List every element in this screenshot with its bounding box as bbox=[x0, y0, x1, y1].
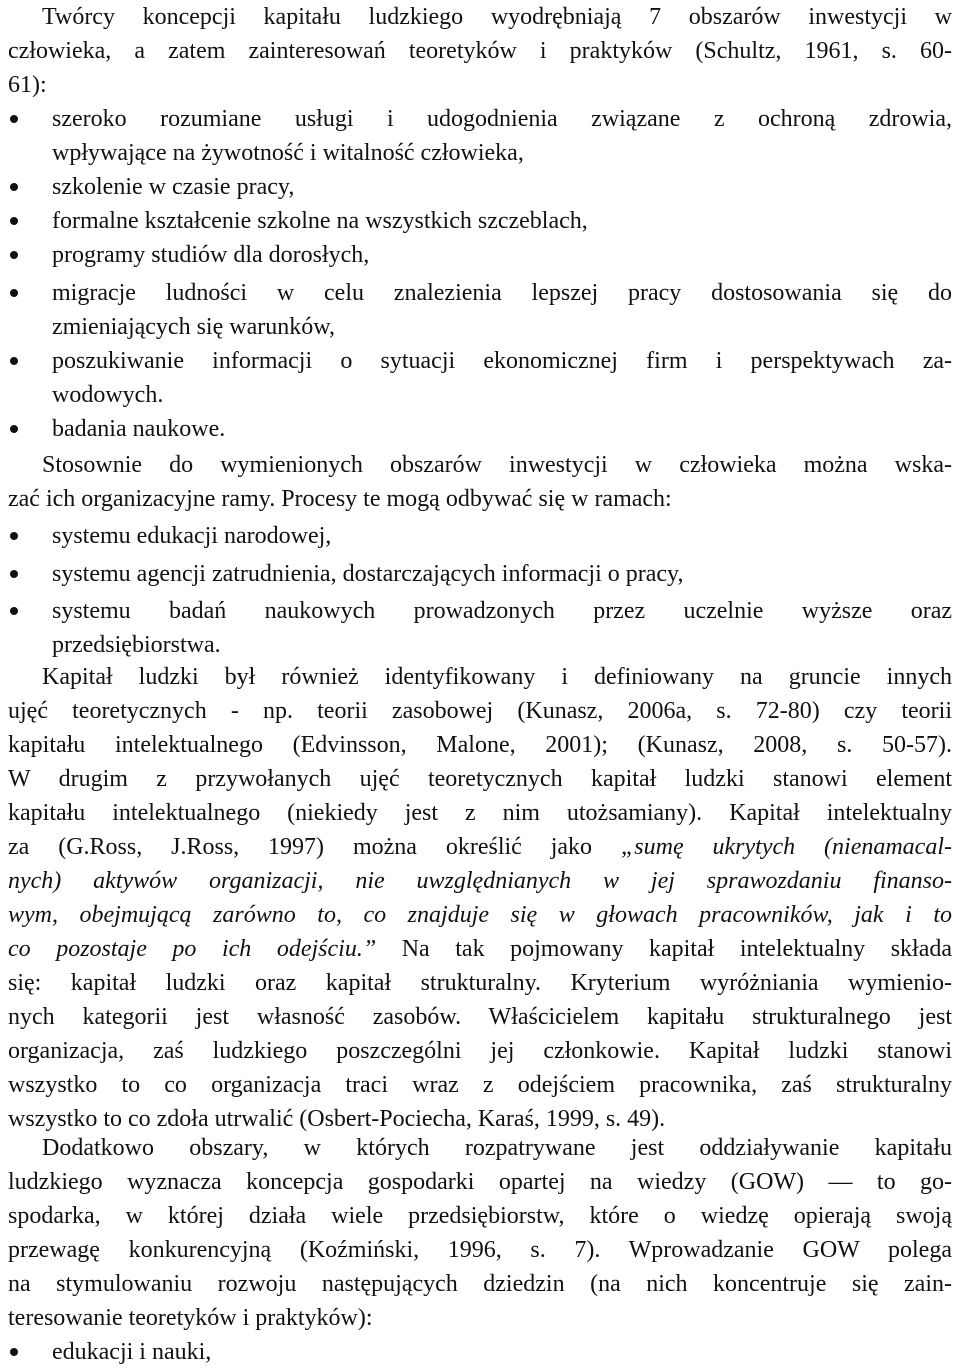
paragraph-line: przewagę konkurencyjną (Koźmiński, 1996, s. 7). Wprowadzanie GOW polega bbox=[8, 1237, 952, 1263]
paragraph-line: Stosownie do wymienionych obszarów inwestycji w człowieka można wska- bbox=[42, 452, 952, 478]
bullet-icon bbox=[10, 357, 18, 365]
list-item: systemu edukacji narodowej, bbox=[52, 523, 332, 549]
list-item-continuation: wodowych. bbox=[52, 382, 164, 408]
list-item: badania naukowe. bbox=[52, 416, 226, 442]
list-item: edukacji i nauki, bbox=[52, 1339, 212, 1365]
bullet-icon bbox=[10, 532, 18, 540]
bullet-icon bbox=[10, 183, 18, 191]
paragraph-line: Dodatkowo obszary, w których rozpatrywane jest oddziaływanie kapitału bbox=[42, 1135, 952, 1161]
paragraph-line: wszystko to co organizacja traci wraz z odejściem pracownika, zaś strukturalny bbox=[8, 1072, 952, 1098]
quote-line: wym, obejmującą zarówno to, co znajduje się w głowach pracowników, jak i to bbox=[8, 902, 952, 928]
bullet-icon bbox=[10, 607, 18, 615]
list-item: systemu badań naukowych prowadzonych przez uczelnie wyższe oraz bbox=[52, 598, 952, 624]
quote-text: co pozostaje po ich odejściu.” bbox=[8, 936, 377, 962]
paragraph-text: Na tak pojmowany kapitał intelektualny składa bbox=[376, 936, 952, 962]
paragraph-line: nych kategorii jest własność zasobów. Właścicielem kapitału strukturalnego jest bbox=[8, 1004, 952, 1030]
paragraph-line: ujęć teoretycznych - np. teorii zasobowej (Kunasz, 2006a, s. 72-80) czy teorii bbox=[8, 698, 952, 724]
list-item: szkolenie w czasie pracy, bbox=[52, 174, 295, 200]
paragraph-line bbox=[8, 830, 952, 864]
bullet-icon bbox=[10, 289, 18, 297]
list-item-continuation: przedsiębiorstwa. bbox=[52, 632, 221, 658]
bullet-icon bbox=[10, 217, 18, 225]
quote-line: nych) aktywów organizacji, nie uwzględnianych w jej sprawozdaniu finanso- bbox=[8, 868, 952, 894]
list-item: szeroko rozumiane usługi i udogodnienia związane z ochroną zdrowia, bbox=[52, 106, 952, 132]
paragraph-line: na stymulowaniu rozwoju następujących dziedzin (na nich koncentruje się zain- bbox=[8, 1271, 952, 1297]
paragraph-line bbox=[8, 932, 952, 966]
list-item: migracje ludności w celu znalezienia lepszej pracy dostosowania się do bbox=[52, 280, 952, 306]
list-item: programy studiów dla dorosłych, bbox=[52, 242, 370, 268]
bullet-icon bbox=[10, 251, 18, 259]
paragraph-line: spodarka, w której działa wiele przedsiębiorstw, które o wiedzę opierają swoją bbox=[8, 1203, 952, 1229]
bullet-icon bbox=[10, 425, 18, 433]
bullet-icon bbox=[10, 570, 18, 578]
paragraph-line: Twórcy koncepcji kapitału ludzkiego wyodrębniają 7 obszarów inwestycji w bbox=[42, 4, 952, 30]
paragraph-line: Kapitał ludzki był również identyfikowany i definiowany na gruncie innych bbox=[42, 664, 952, 690]
bullet-icon bbox=[10, 1348, 18, 1356]
paragraph-line: kapitału intelektualnego (Edvinsson, Malone, 2001); (Kunasz, 2008, s. 50-57). bbox=[8, 732, 952, 758]
list-item-continuation: wpływające na żywotność i witalność człowieka, bbox=[52, 140, 524, 166]
list-item: formalne kształcenie szkolne na wszystkich szczeblach, bbox=[52, 208, 588, 234]
paragraph-line: ludzkiego wyznacza koncepcja gospodarki opartej na wiedzy (GOW) — to go- bbox=[8, 1169, 952, 1195]
paragraph-line: się: kapitał ludzki oraz kapitał strukturalny. Kryterium wyróżniania wymienio- bbox=[8, 970, 952, 996]
list-item-continuation: zmieniających się warunków, bbox=[52, 314, 335, 340]
bullet-icon bbox=[10, 115, 18, 123]
paragraph-line: wszystko to co zdoła utrwalić (Osbert-Pociecha, Karaś, 1999, s. 49). bbox=[8, 1106, 666, 1132]
paragraph-text: za (G.Ross, J.Ross, 1997) można określić jako bbox=[8, 834, 621, 860]
paragraph-line: kapitału intelektualnego (niekiedy jest z nim utożsamiany). Kapitał intelektualny bbox=[8, 800, 952, 826]
list-item: systemu agencji zatrudnienia, dostarczających informacji o pracy, bbox=[52, 561, 684, 587]
paragraph-line: 61): bbox=[8, 72, 47, 98]
paragraph-line: zać ich organizacyjne ramy. Procesy te mogą odbywać się w ramach: bbox=[8, 486, 672, 512]
paragraph-line: organizacja, zaś ludzkiego poszczególni jej członkowie. Kapitał ludzki stanowi bbox=[8, 1038, 952, 1064]
quote-text: „sumę ukrytych (nienamacal- bbox=[620, 834, 952, 860]
paragraph-line: teresowanie teoretyków i praktyków): bbox=[8, 1305, 373, 1331]
list-item: poszukiwanie informacji o sytuacji ekonomicznej firm i perspektywach za- bbox=[52, 348, 952, 374]
paragraph-line: W drugim z przywołanych ujęć teoretycznych kapitał ludzki stanowi element bbox=[8, 766, 952, 792]
paragraph-line: człowieka, a zatem zainteresowań teoretyków i praktyków (Schultz, 1961, s. 60- bbox=[8, 38, 952, 64]
